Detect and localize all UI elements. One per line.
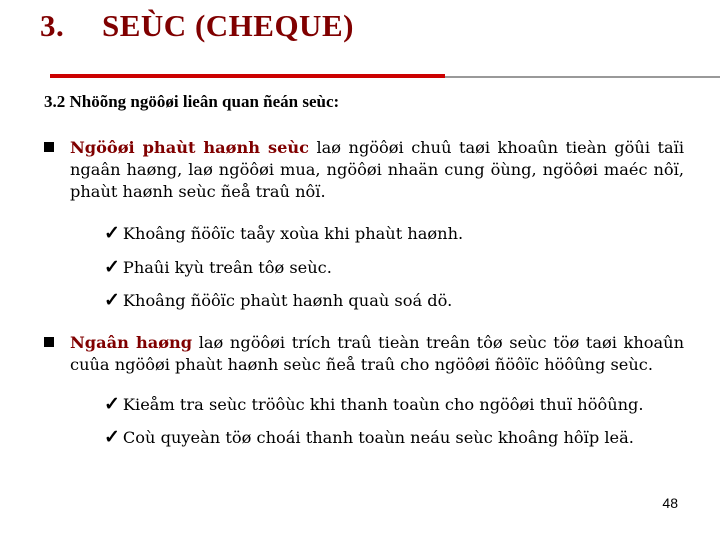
bullet-description: laø ngöôøi trích traû tieàn treân tôø seùc töø taøi khoaûn cuûa ngöôøi phaùt haønh seùc ñeå traû cho ngöôøi ñöôïc höôûng seùc. xyxy=(70,333,684,374)
checkmark-icon: ✓ xyxy=(104,222,120,244)
square-bullet-icon xyxy=(44,337,54,347)
square-bullet-icon xyxy=(44,142,54,152)
section-title: SEÙC (CHEQUE) xyxy=(102,8,354,43)
title-underline-red xyxy=(50,74,445,78)
check-item xyxy=(104,222,463,245)
bullet-issuer xyxy=(44,137,684,203)
slide-title xyxy=(40,8,354,44)
page-number: 48 xyxy=(662,495,678,511)
bullet-text xyxy=(70,137,684,203)
subheading: 3.2 Nhöõng ngöôøi lieân quan ñeán seùc: xyxy=(44,92,340,111)
check-item xyxy=(104,289,452,312)
checkmark-icon: ✓ xyxy=(104,426,120,448)
check-item xyxy=(104,393,644,416)
bullet-text xyxy=(70,332,684,376)
check-item-text: Khoâng ñöôïc taåy xoùa khi phaùt haønh. xyxy=(122,224,464,243)
bullet-term: Ngöôøi phaùt haønh seùc xyxy=(70,138,309,157)
checkmark-icon: ✓ xyxy=(104,393,120,415)
check-item-text: Phaûi kyù treân tôø seùc. xyxy=(122,258,332,277)
check-item xyxy=(104,256,332,279)
section-number: 3. xyxy=(40,8,65,43)
checkmark-icon: ✓ xyxy=(104,256,120,278)
check-item xyxy=(104,426,634,449)
bullet-description: laø ngöôøi chuû taøi khoaûn tieàn göûi taïi ngaân haøng, laø ngöôøi mua, ngöôøi nhaän cung öùng, ngöôøi maéc nôï, phaùt haønh seùc ñeå traû nôï. xyxy=(70,138,685,201)
checkmark-icon: ✓ xyxy=(104,289,120,311)
bullet-bank xyxy=(44,332,684,376)
check-item-text: Khoâng ñöôïc phaùt haønh quaù soá dö. xyxy=(122,291,453,310)
check-item-text: Coù quyeàn töø choái thanh toaùn neáu seùc khoâng hôïp leä. xyxy=(122,428,634,447)
title-underline-gray xyxy=(445,76,720,78)
check-item-text: Kieåm tra seùc tröôùc khi thanh toaùn cho ngöôøi thuï höôûng. xyxy=(122,395,644,414)
bullet-term: Ngaân haøng xyxy=(70,333,193,352)
